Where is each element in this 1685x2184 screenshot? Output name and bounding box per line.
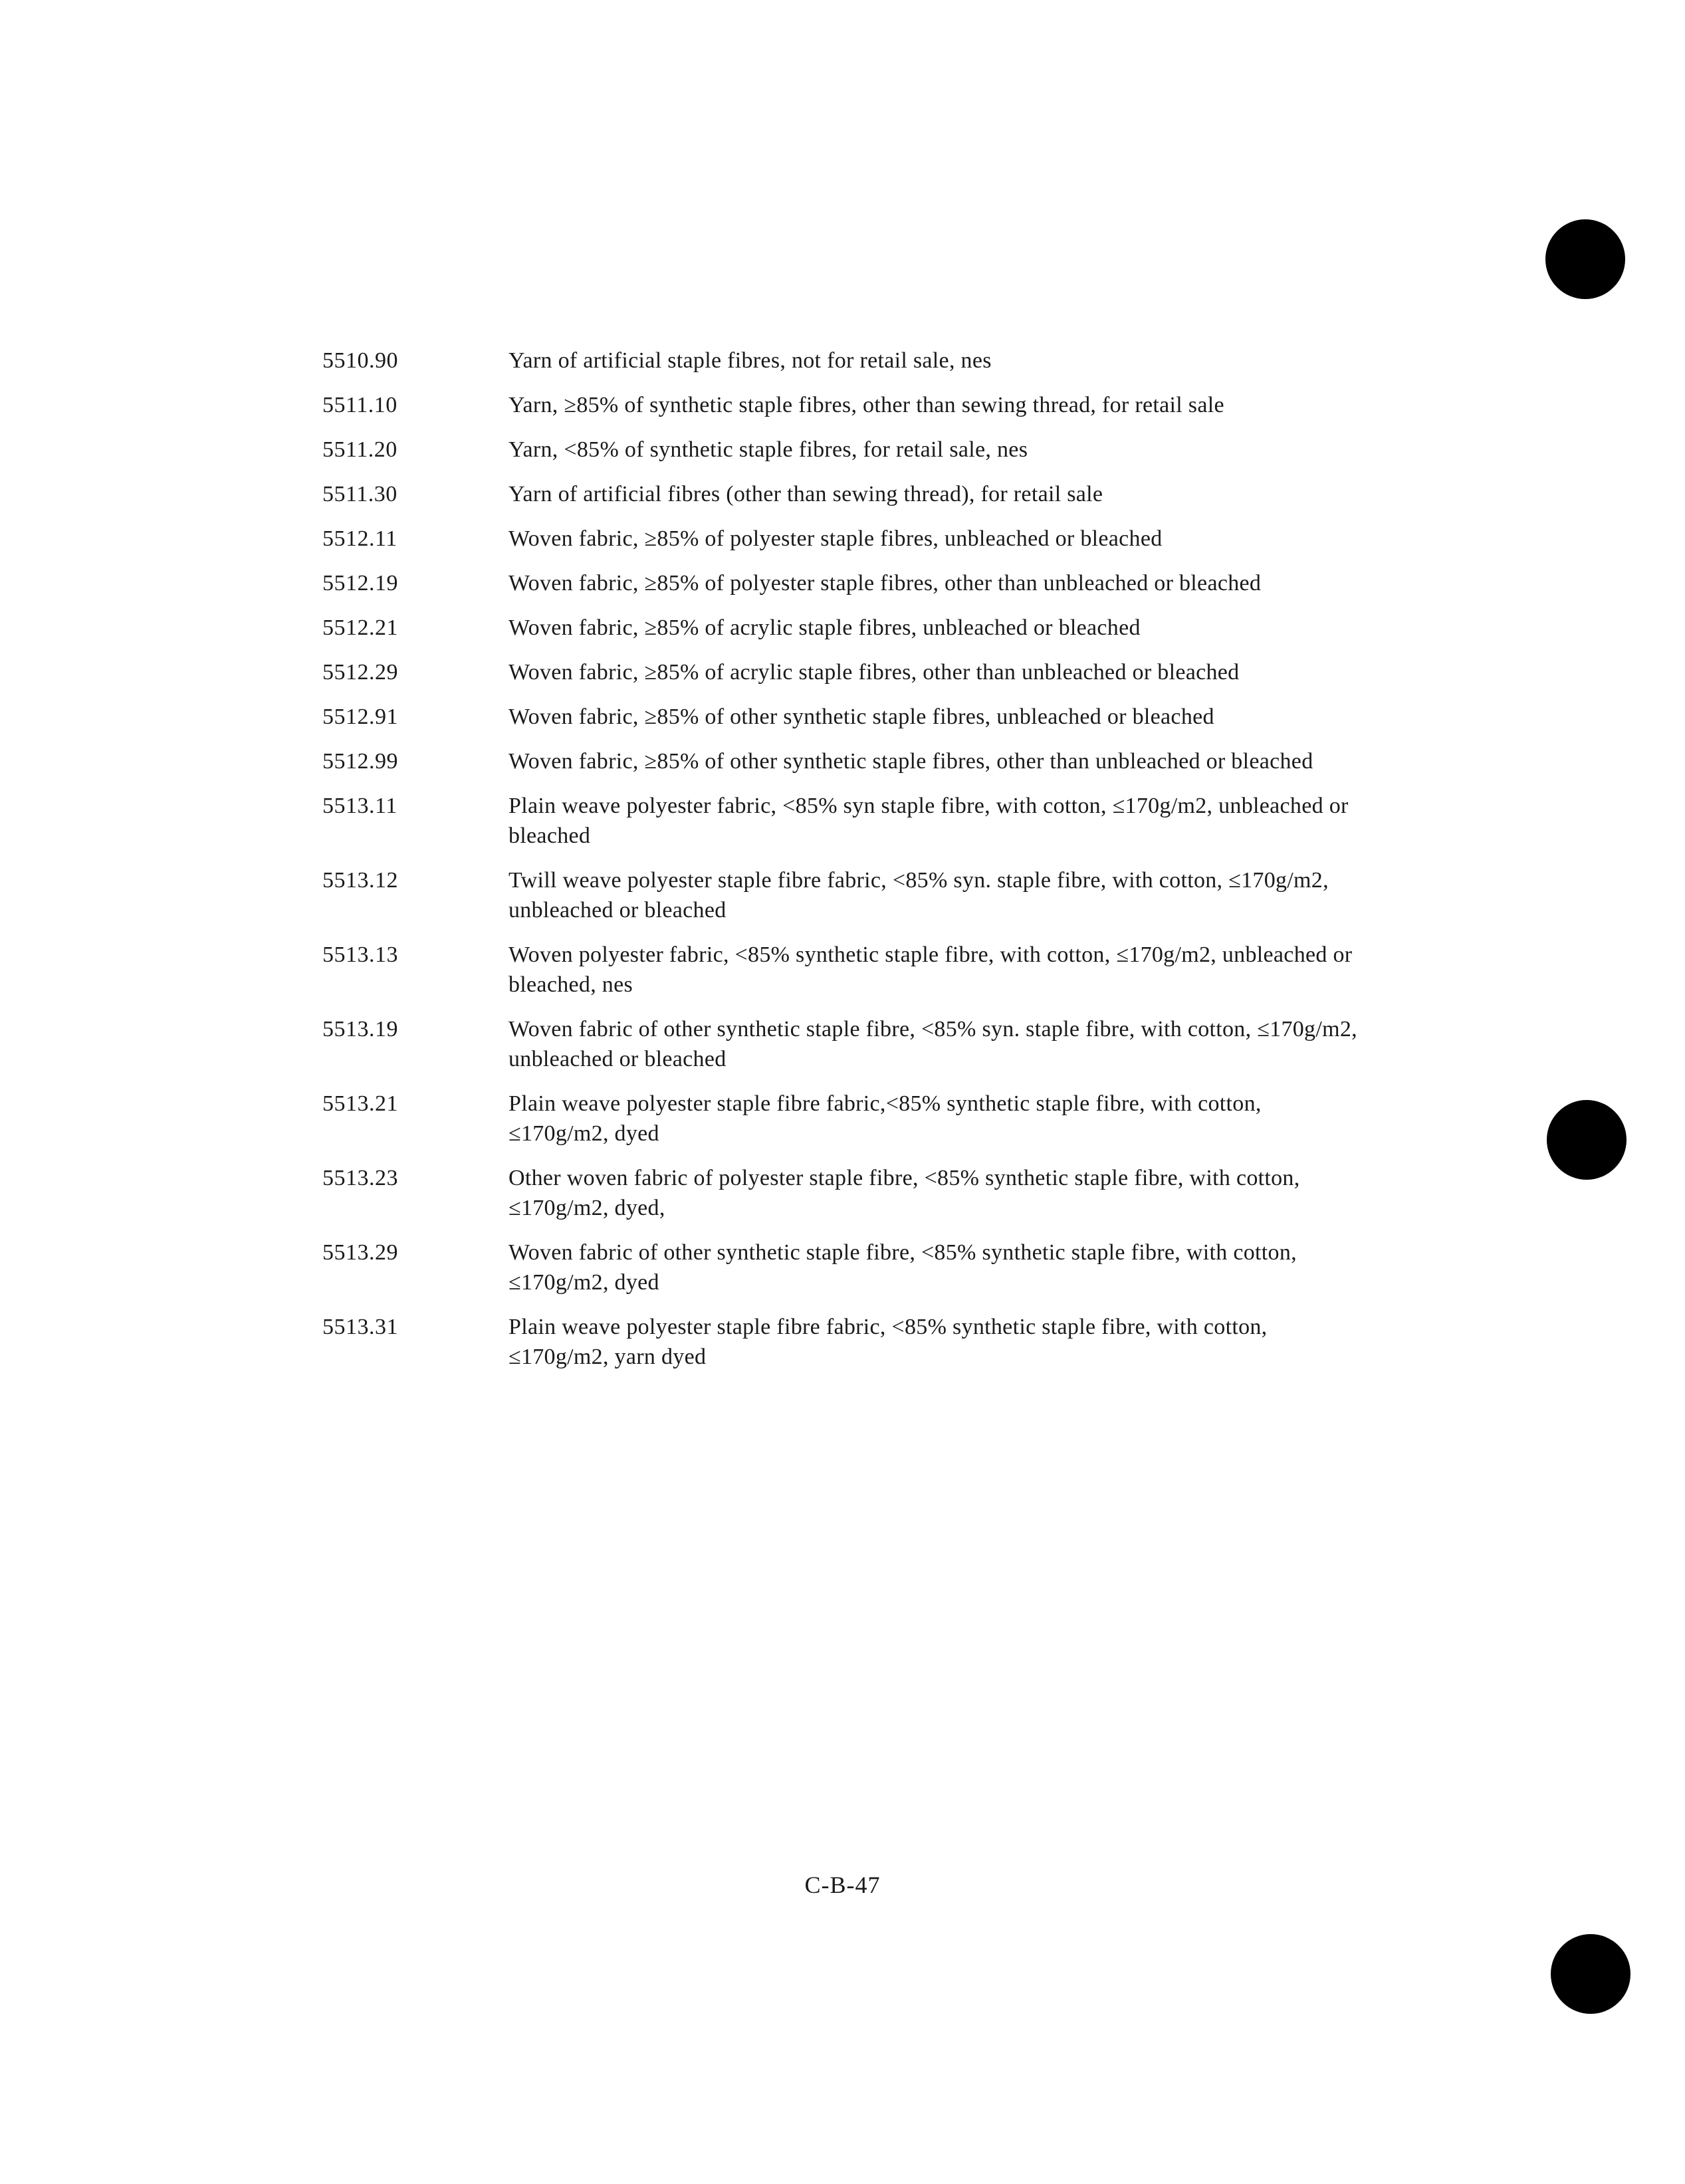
tariff-description: Woven fabric of other synthetic staple fibre, <85% syn. staple fibre, with cotton, ≤170g/m2, unbleached or bleached	[508, 1017, 1357, 1071]
list-item	[322, 1238, 1359, 1297]
tariff-description: Yarn, ≥85% of synthetic staple fibres, other than sewing thread, for retail sale	[508, 393, 1224, 417]
tariff-code: 5513.31	[322, 1315, 398, 1339]
punch-hole-top	[1545, 219, 1625, 299]
list-item	[322, 1312, 1359, 1372]
tariff-description: Woven fabric, ≥85% of acrylic staple fibres, unbleached or bleached	[508, 615, 1141, 640]
tariff-description: Woven fabric, ≥85% of other synthetic staple fibres, unbleached or bleached	[508, 705, 1214, 729]
tariff-description: Twill weave polyester staple fibre fabric, <85% syn. staple fibre, with cotton, ≤170g/m2, unbleached or bleached	[508, 868, 1329, 923]
tariff-description: Woven fabric, ≥85% of polyester staple fibres, other than unbleached or bleached	[508, 571, 1262, 596]
tariff-code: 5512.21	[322, 615, 398, 640]
list-item	[322, 613, 1359, 643]
list-item	[322, 568, 1359, 598]
tariff-description: Yarn of artificial staple fibres, not for retail sale, nes	[508, 348, 992, 373]
list-item	[322, 746, 1359, 776]
list-item	[322, 435, 1359, 465]
tariff-code: 5511.20	[322, 437, 397, 462]
list-item	[322, 1014, 1359, 1074]
list-item	[322, 524, 1359, 554]
list-item	[322, 479, 1359, 509]
tariff-description: Woven fabric of other synthetic staple fibre, <85% synthetic staple fibre, with cotton, ≤170g/m2, dyed	[508, 1240, 1297, 1295]
list-item	[322, 791, 1359, 851]
punch-hole-bottom	[1551, 1934, 1630, 2014]
tariff-code: 5511.10	[322, 393, 397, 417]
tariff-code: 5512.91	[322, 705, 398, 729]
tariff-code: 5513.29	[322, 1240, 398, 1265]
tariff-code-list	[322, 346, 1359, 1386]
tariff-code: 5512.99	[322, 749, 398, 774]
tariff-code: 5513.13	[322, 942, 398, 967]
punch-hole-middle	[1547, 1100, 1627, 1180]
list-item	[322, 1163, 1359, 1223]
tariff-code: 5513.23	[322, 1166, 398, 1190]
tariff-description: Woven fabric, ≥85% of polyester staple fibres, unbleached or bleached	[508, 526, 1163, 551]
tariff-description: Yarn of artificial fibres (other than sewing thread), for retail sale	[508, 482, 1103, 506]
list-item	[322, 1089, 1359, 1148]
tariff-code: 5512.19	[322, 571, 398, 596]
tariff-description: Plain weave polyester staple fibre fabric, <85% synthetic staple fibre, with cotton, ≤170g/m2, yarn dyed	[508, 1315, 1268, 1369]
page-number: C-B-47	[804, 1872, 881, 1898]
list-item	[322, 940, 1359, 1000]
tariff-code: 5512.29	[322, 660, 398, 685]
tariff-description: Other woven fabric of polyester staple fibre, <85% synthetic staple fibre, with cotton, ≤170g/m2, dyed,	[508, 1166, 1300, 1220]
tariff-description: Woven fabric, ≥85% of other synthetic staple fibres, other than unbleached or bleached	[508, 749, 1313, 774]
list-item	[322, 657, 1359, 687]
list-item	[322, 390, 1359, 420]
tariff-code: 5513.21	[322, 1091, 398, 1116]
tariff-description: Plain weave polyester staple fibre fabric,<85% synthetic staple fibre, with cotton, ≤170g/m2, dyed	[508, 1091, 1262, 1146]
tariff-description: Plain weave polyester fabric, <85% syn staple fibre, with cotton, ≤170g/m2, unbleached or bleached	[508, 794, 1349, 848]
tariff-description: Woven polyester fabric, <85% synthetic staple fibre, with cotton, ≤170g/m2, unbleached or bleached, nes	[508, 942, 1353, 997]
tariff-code: 5511.30	[322, 482, 397, 506]
tariff-description: Woven fabric, ≥85% of acrylic staple fibres, other than unbleached or bleached	[508, 660, 1240, 685]
tariff-code: 5513.11	[322, 794, 397, 818]
list-item	[322, 346, 1359, 376]
list-item	[322, 702, 1359, 732]
tariff-code: 5510.90	[322, 348, 398, 373]
tariff-code: 5513.12	[322, 868, 398, 893]
tariff-code: 5513.19	[322, 1017, 398, 1041]
tariff-code: 5512.11	[322, 526, 397, 551]
list-item	[322, 865, 1359, 925]
tariff-description: Yarn, <85% of synthetic staple fibres, for retail sale, nes	[508, 437, 1028, 462]
